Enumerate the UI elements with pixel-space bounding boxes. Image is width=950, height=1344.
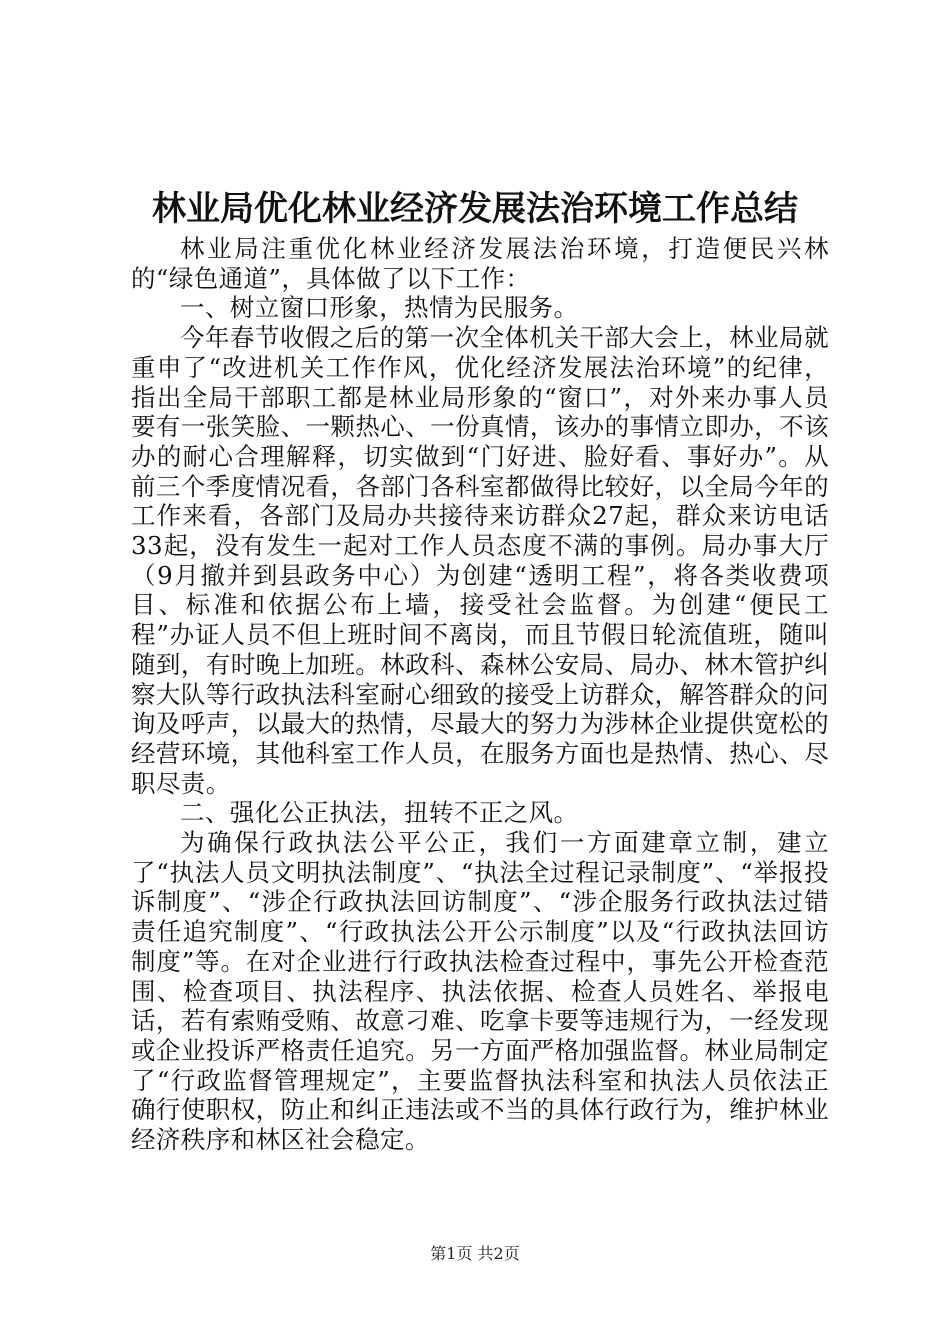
section-heading-2: 二、强化公正执法，扭转不正之风。 <box>180 798 579 828</box>
page-number-footer: 第1页 共2页 <box>430 1244 520 1263</box>
paragraph-intro: 林业局注重优化林业经济发展法治环境，打造便民兴林的“绿色通道”，具体做了以下工作： <box>131 234 829 293</box>
document-title: 林业局优化林业经济发展法治环境工作总结 <box>152 189 798 229</box>
paragraph-section-2: 为确保行政执法公平公正，我们一方面建章立制，建立了“执法人员文明执法制度”、“执法全过程记录制度”、“举报投诉制度”、“涉企行政执法回访制度”、“涉企服务行政执法过错责任追究制度”、“行政执法公开公示制度”以及“行政执法回访制度”等。在对企业进行行政执法检查过程中，事先公开检查范围、检查项目、执法程序、执法依据、检查人员姓名、举报电话，若有索贿受贿、故意刁难、吃拿卡要等违规行为，一经发现或企业投诉严格责任追究。另一方面严格加强监督。林业局制定了“行政监督管理规定”，主要监督执法科室和执法人员依法正确行使职权，防止和纠正违法或不当的具体行政行为，维护林业经济秩序和林区社会稳定。 <box>131 828 829 1155</box>
section-heading-1: 一、树立窗口形象，热情为民服务。 <box>180 293 579 323</box>
document-body <box>131 234 829 1155</box>
paragraph-section-1: 今年春节收假之后的第一次全体机关干部大会上，林业局就重申了“改进机关工作作风，优化经济发展法治环境”的纪律，指出全局干部职工都是林业局形象的“窗口”，对外来办事人员要有一张笑脸、一颗热心、一份真情，该办的事情立即办，不该办的耐心合理解释，切实做到“门好进、脸好看、事好办”。从前三个季度情况看，各部门各科室都做得比较好，以全局今年的工作来看，各部门及局办共接待来访群众27起，群众来访电话33起，没有发生一起对工作人员态度不满的事例。局办事大厅（9月撤并到县政务中心）为创建“透明工程”，将各类收费项目、标准和依据公布上墙，接受社会监督。为创建“便民工程”办证人员不但上班时间不离岗，而且节假日轮流值班，随叫随到，有时晚上加班。林政科、森林公安局、局办、林木管护纠察大队等行政执法科室耐心细致的接受上访群众，解答群众的问询及呼声，以最大的热情，尽最大的努力为涉林企业提供宽松的经营环境，其他科室工作人员，在服务方面也是热情、热心、尽职尽责。 <box>131 323 829 798</box>
